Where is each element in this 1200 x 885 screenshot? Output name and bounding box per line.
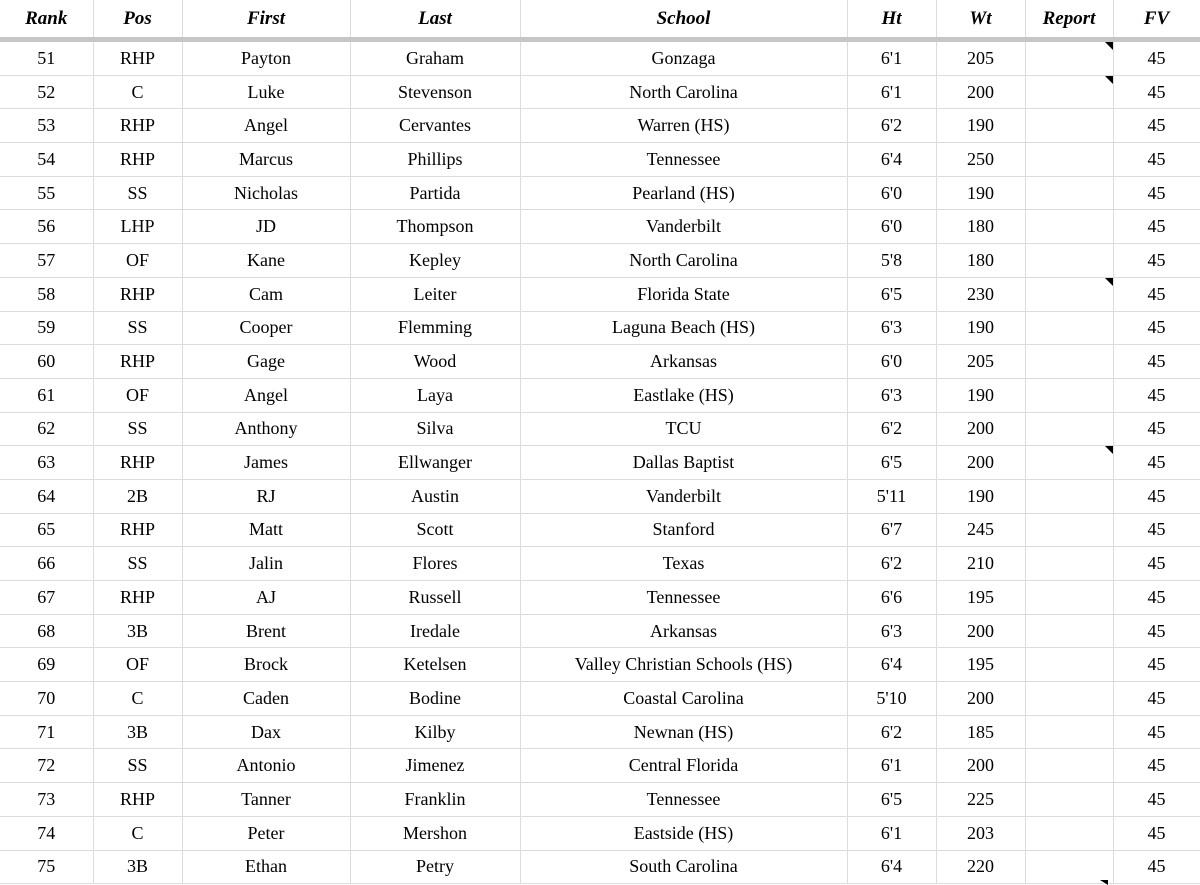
table-row[interactable] xyxy=(0,244,1200,278)
cell-school[interactable]: Laguna Beach (HS) xyxy=(520,311,847,345)
cell-first[interactable]: Tanner xyxy=(182,783,350,817)
cell-pos[interactable]: OF xyxy=(93,244,182,278)
table-row[interactable] xyxy=(0,378,1200,412)
cell-wt[interactable]: 200 xyxy=(936,749,1025,783)
cell-school[interactable]: Texas xyxy=(520,547,847,581)
cell-school[interactable]: TCU xyxy=(520,412,847,446)
cell-pos[interactable]: 3B xyxy=(93,715,182,749)
cell-last[interactable]: Leiter xyxy=(350,277,520,311)
table-row[interactable] xyxy=(0,749,1200,783)
cell-last[interactable]: Franklin xyxy=(350,783,520,817)
cell-wt[interactable]: 190 xyxy=(936,311,1025,345)
cell-pos[interactable]: C xyxy=(93,816,182,850)
cell-pos[interactable]: 3B xyxy=(93,850,182,884)
cell-first[interactable]: JD xyxy=(182,210,350,244)
cell-rank[interactable]: 66 xyxy=(0,547,93,581)
column-header-pos[interactable]: Pos xyxy=(93,0,182,40)
cell-fv[interactable]: 45 xyxy=(1113,581,1200,615)
cell-rank[interactable]: 72 xyxy=(0,749,93,783)
cell-first[interactable]: Angel xyxy=(182,378,350,412)
cell-wt[interactable]: 200 xyxy=(936,446,1025,480)
cell-last[interactable]: Partida xyxy=(350,176,520,210)
cell-pos[interactable]: RHP xyxy=(93,345,182,379)
cell-fv[interactable]: 45 xyxy=(1113,277,1200,311)
cell-first[interactable]: Gage xyxy=(182,345,350,379)
cell-ht[interactable]: 6'3 xyxy=(847,311,936,345)
cell-fv[interactable]: 45 xyxy=(1113,816,1200,850)
cell-school[interactable]: Newnan (HS) xyxy=(520,715,847,749)
cell-school[interactable]: Tennessee xyxy=(520,143,847,177)
cell-first[interactable]: Payton xyxy=(182,40,350,76)
cell-report[interactable] xyxy=(1025,210,1113,244)
cell-fv[interactable]: 45 xyxy=(1113,143,1200,177)
comment-indicator-icon[interactable] xyxy=(1105,278,1113,286)
cell-wt[interactable]: 225 xyxy=(936,783,1025,817)
cell-ht[interactable]: 6'1 xyxy=(847,75,936,109)
cell-rank[interactable]: 60 xyxy=(0,345,93,379)
cell-first[interactable]: Antonio xyxy=(182,749,350,783)
cell-report[interactable] xyxy=(1025,513,1113,547)
cell-pos[interactable]: RHP xyxy=(93,783,182,817)
cell-last[interactable]: Flores xyxy=(350,547,520,581)
table-row[interactable] xyxy=(0,715,1200,749)
cell-fv[interactable]: 45 xyxy=(1113,40,1200,76)
cell-wt[interactable]: 185 xyxy=(936,715,1025,749)
cell-last[interactable]: Flemming xyxy=(350,311,520,345)
cell-report[interactable] xyxy=(1025,412,1113,446)
cell-wt[interactable]: 190 xyxy=(936,109,1025,143)
cell-rank[interactable]: 73 xyxy=(0,783,93,817)
cell-fv[interactable]: 45 xyxy=(1113,378,1200,412)
cell-first[interactable]: Brock xyxy=(182,648,350,682)
cell-rank[interactable]: 57 xyxy=(0,244,93,278)
table-row[interactable] xyxy=(0,109,1200,143)
cell-rank[interactable]: 75 xyxy=(0,850,93,884)
cell-first[interactable]: Nicholas xyxy=(182,176,350,210)
cell-first[interactable]: RJ xyxy=(182,479,350,513)
cell-school[interactable]: Tennessee xyxy=(520,783,847,817)
cell-wt[interactable]: 190 xyxy=(936,479,1025,513)
cell-rank[interactable]: 63 xyxy=(0,446,93,480)
cell-rank[interactable]: 55 xyxy=(0,176,93,210)
cell-rank[interactable]: 62 xyxy=(0,412,93,446)
cell-school[interactable]: North Carolina xyxy=(520,244,847,278)
cell-fv[interactable]: 45 xyxy=(1113,109,1200,143)
cell-wt[interactable]: 205 xyxy=(936,40,1025,76)
cell-school[interactable]: Florida State xyxy=(520,277,847,311)
cell-rank[interactable]: 68 xyxy=(0,614,93,648)
table-row[interactable] xyxy=(0,850,1200,884)
cell-first[interactable]: Luke xyxy=(182,75,350,109)
cell-wt[interactable]: 205 xyxy=(936,345,1025,379)
cell-first[interactable]: Peter xyxy=(182,816,350,850)
cell-pos[interactable]: 3B xyxy=(93,614,182,648)
cell-wt[interactable]: 220 xyxy=(936,850,1025,884)
cell-report[interactable] xyxy=(1025,749,1113,783)
cell-ht[interactable]: 6'5 xyxy=(847,277,936,311)
cell-ht[interactable]: 5'10 xyxy=(847,682,936,716)
cell-first[interactable]: Angel xyxy=(182,109,350,143)
table-row[interactable] xyxy=(0,614,1200,648)
cell-report[interactable] xyxy=(1025,446,1113,480)
cell-fv[interactable]: 45 xyxy=(1113,412,1200,446)
cell-report[interactable] xyxy=(1025,715,1113,749)
cell-school[interactable]: Arkansas xyxy=(520,614,847,648)
cell-last[interactable]: Ketelsen xyxy=(350,648,520,682)
cell-last[interactable]: Kilby xyxy=(350,715,520,749)
cell-wt[interactable]: 203 xyxy=(936,816,1025,850)
cell-school[interactable]: Gonzaga xyxy=(520,40,847,76)
table-row[interactable] xyxy=(0,345,1200,379)
cell-rank[interactable]: 56 xyxy=(0,210,93,244)
column-header-report[interactable]: Report xyxy=(1025,0,1113,40)
cell-wt[interactable]: 245 xyxy=(936,513,1025,547)
cell-ht[interactable]: 5'8 xyxy=(847,244,936,278)
cell-fv[interactable]: 45 xyxy=(1113,311,1200,345)
cell-first[interactable]: Brent xyxy=(182,614,350,648)
cell-rank[interactable]: 51 xyxy=(0,40,93,76)
cell-rank[interactable]: 54 xyxy=(0,143,93,177)
cell-wt[interactable]: 180 xyxy=(936,210,1025,244)
cell-pos[interactable]: SS xyxy=(93,749,182,783)
cell-ht[interactable]: 6'1 xyxy=(847,40,936,76)
cell-fv[interactable]: 45 xyxy=(1113,75,1200,109)
cell-ht[interactable]: 6'2 xyxy=(847,715,936,749)
cell-school[interactable]: Eastlake (HS) xyxy=(520,378,847,412)
cell-wt[interactable]: 200 xyxy=(936,75,1025,109)
cell-rank[interactable]: 52 xyxy=(0,75,93,109)
cell-ht[interactable]: 6'0 xyxy=(847,210,936,244)
cell-pos[interactable]: RHP xyxy=(93,446,182,480)
cell-pos[interactable]: RHP xyxy=(93,277,182,311)
table-row[interactable] xyxy=(0,648,1200,682)
cell-ht[interactable]: 6'7 xyxy=(847,513,936,547)
comment-indicator-icon[interactable] xyxy=(1105,42,1113,50)
cell-first[interactable]: Anthony xyxy=(182,412,350,446)
table-row[interactable] xyxy=(0,143,1200,177)
table-row[interactable] xyxy=(0,446,1200,480)
cell-report[interactable] xyxy=(1025,547,1113,581)
cell-rank[interactable]: 69 xyxy=(0,648,93,682)
cell-report[interactable] xyxy=(1025,143,1113,177)
cell-wt[interactable]: 200 xyxy=(936,412,1025,446)
cell-rank[interactable]: 61 xyxy=(0,378,93,412)
cell-wt[interactable]: 210 xyxy=(936,547,1025,581)
cell-wt[interactable]: 195 xyxy=(936,581,1025,615)
cell-pos[interactable]: SS xyxy=(93,547,182,581)
table-row[interactable] xyxy=(0,75,1200,109)
cell-report[interactable] xyxy=(1025,40,1113,76)
cell-school[interactable]: Stanford xyxy=(520,513,847,547)
cell-rank[interactable]: 71 xyxy=(0,715,93,749)
cell-pos[interactable]: SS xyxy=(93,412,182,446)
cell-first[interactable]: Ethan xyxy=(182,850,350,884)
cell-last[interactable]: Stevenson xyxy=(350,75,520,109)
cell-ht[interactable]: 6'3 xyxy=(847,614,936,648)
cell-school[interactable]: Warren (HS) xyxy=(520,109,847,143)
column-header-ht[interactable]: Ht xyxy=(847,0,936,40)
cell-pos[interactable]: RHP xyxy=(93,143,182,177)
cell-report[interactable] xyxy=(1025,783,1113,817)
cell-first[interactable]: Caden xyxy=(182,682,350,716)
cell-fv[interactable]: 45 xyxy=(1113,345,1200,379)
header-row xyxy=(0,0,1200,40)
cell-rank[interactable]: 67 xyxy=(0,581,93,615)
cell-ht[interactable]: 6'3 xyxy=(847,378,936,412)
cell-rank[interactable]: 59 xyxy=(0,311,93,345)
cell-report[interactable] xyxy=(1025,244,1113,278)
cell-last[interactable]: Iredale xyxy=(350,614,520,648)
cell-first[interactable]: Matt xyxy=(182,513,350,547)
column-header-last[interactable]: Last xyxy=(350,0,520,40)
cell-wt[interactable]: 180 xyxy=(936,244,1025,278)
cell-last[interactable]: Phillips xyxy=(350,143,520,177)
column-header-rank[interactable]: Rank xyxy=(0,0,93,40)
table-row[interactable] xyxy=(0,581,1200,615)
table-row[interactable] xyxy=(0,682,1200,716)
cell-last[interactable]: Graham xyxy=(350,40,520,76)
cell-pos[interactable]: RHP xyxy=(93,40,182,76)
table-row[interactable] xyxy=(0,783,1200,817)
cell-ht[interactable]: 6'4 xyxy=(847,648,936,682)
cell-first[interactable]: Kane xyxy=(182,244,350,278)
cell-last[interactable]: Wood xyxy=(350,345,520,379)
cell-rank[interactable]: 65 xyxy=(0,513,93,547)
cell-last[interactable]: Laya xyxy=(350,378,520,412)
table-row[interactable] xyxy=(0,513,1200,547)
table-row[interactable] xyxy=(0,547,1200,581)
cell-wt[interactable]: 190 xyxy=(936,176,1025,210)
cell-pos[interactable]: 2B xyxy=(93,479,182,513)
cell-school[interactable]: Pearland (HS) xyxy=(520,176,847,210)
cell-report[interactable] xyxy=(1025,682,1113,716)
cell-school[interactable]: Arkansas xyxy=(520,345,847,379)
cell-rank[interactable]: 58 xyxy=(0,277,93,311)
cell-ht[interactable]: 6'2 xyxy=(847,547,936,581)
cell-report[interactable] xyxy=(1025,479,1113,513)
cell-ht[interactable]: 6'5 xyxy=(847,783,936,817)
cell-report[interactable] xyxy=(1025,345,1113,379)
cell-pos[interactable]: C xyxy=(93,75,182,109)
cell-pos[interactable]: OF xyxy=(93,378,182,412)
table-row[interactable] xyxy=(0,816,1200,850)
cell-fv[interactable]: 45 xyxy=(1113,479,1200,513)
cell-report[interactable] xyxy=(1025,277,1113,311)
comment-indicator-icon[interactable] xyxy=(1105,446,1113,454)
table-body xyxy=(0,40,1200,884)
cell-report[interactable] xyxy=(1025,176,1113,210)
cell-last[interactable]: Thompson xyxy=(350,210,520,244)
column-header-wt[interactable]: Wt xyxy=(936,0,1025,40)
cell-ht[interactable]: 6'2 xyxy=(847,109,936,143)
cell-school[interactable]: Vanderbilt xyxy=(520,479,847,513)
table-row[interactable] xyxy=(0,176,1200,210)
cell-ht[interactable]: 6'0 xyxy=(847,345,936,379)
table-row[interactable] xyxy=(0,277,1200,311)
cell-ht[interactable]: 5'11 xyxy=(847,479,936,513)
comment-indicator-icon xyxy=(1100,880,1108,885)
cell-ht[interactable]: 6'5 xyxy=(847,446,936,480)
cell-report[interactable] xyxy=(1025,75,1113,109)
cell-report[interactable] xyxy=(1025,109,1113,143)
cell-fv[interactable]: 45 xyxy=(1113,210,1200,244)
cell-wt[interactable]: 190 xyxy=(936,378,1025,412)
cell-pos[interactable]: OF xyxy=(93,648,182,682)
cell-school[interactable]: Dallas Baptist xyxy=(520,446,847,480)
cell-school[interactable]: South Carolina xyxy=(520,850,847,884)
cell-wt[interactable]: 230 xyxy=(936,277,1025,311)
cell-first[interactable]: Cooper xyxy=(182,311,350,345)
cell-ht[interactable]: 6'1 xyxy=(847,749,936,783)
table-row[interactable] xyxy=(0,40,1200,76)
cell-report[interactable] xyxy=(1025,614,1113,648)
column-header-school[interactable]: School xyxy=(520,0,847,40)
cell-fv[interactable]: 45 xyxy=(1113,783,1200,817)
cell-school[interactable]: Vanderbilt xyxy=(520,210,847,244)
table-row[interactable] xyxy=(0,210,1200,244)
cell-last[interactable]: Russell xyxy=(350,581,520,615)
cell-pos[interactable]: SS xyxy=(93,311,182,345)
cell-wt[interactable]: 200 xyxy=(936,614,1025,648)
cell-pos[interactable]: C xyxy=(93,682,182,716)
cell-last[interactable]: Silva xyxy=(350,412,520,446)
table-row[interactable] xyxy=(0,479,1200,513)
cell-rank[interactable]: 70 xyxy=(0,682,93,716)
column-header-first[interactable]: First xyxy=(182,0,350,40)
cell-last[interactable]: Scott xyxy=(350,513,520,547)
cell-report[interactable] xyxy=(1025,850,1113,884)
cell-school[interactable]: Coastal Carolina xyxy=(520,682,847,716)
cell-ht[interactable]: 6'1 xyxy=(847,816,936,850)
cell-fv[interactable]: 45 xyxy=(1113,715,1200,749)
column-header-fv[interactable]: FV xyxy=(1113,0,1200,40)
table-row[interactable] xyxy=(0,311,1200,345)
cell-ht[interactable]: 6'4 xyxy=(847,850,936,884)
cell-wt[interactable]: 250 xyxy=(936,143,1025,177)
cell-fv[interactable]: 45 xyxy=(1113,850,1200,884)
cell-pos[interactable]: RHP xyxy=(93,581,182,615)
cell-fv[interactable]: 45 xyxy=(1113,682,1200,716)
cell-first[interactable]: Jalin xyxy=(182,547,350,581)
cell-fv[interactable]: 45 xyxy=(1113,749,1200,783)
cell-school[interactable]: Central Florida xyxy=(520,749,847,783)
cell-last[interactable]: Austin xyxy=(350,479,520,513)
cell-fv[interactable]: 45 xyxy=(1113,547,1200,581)
cell-rank[interactable]: 74 xyxy=(0,816,93,850)
cell-last[interactable]: Ellwanger xyxy=(350,446,520,480)
cell-rank[interactable]: 53 xyxy=(0,109,93,143)
cell-first[interactable]: AJ xyxy=(182,581,350,615)
cell-fv[interactable]: 45 xyxy=(1113,176,1200,210)
cell-ht[interactable]: 6'6 xyxy=(847,581,936,615)
cell-report[interactable] xyxy=(1025,378,1113,412)
cell-last[interactable]: Petry xyxy=(350,850,520,884)
cell-report[interactable] xyxy=(1025,581,1113,615)
cell-report[interactable] xyxy=(1025,311,1113,345)
cell-pos[interactable]: RHP xyxy=(93,513,182,547)
cell-ht[interactable]: 6'2 xyxy=(847,412,936,446)
cell-report[interactable] xyxy=(1025,816,1113,850)
cell-pos[interactable]: LHP xyxy=(93,210,182,244)
cell-school[interactable]: Eastside (HS) xyxy=(520,816,847,850)
cell-fv[interactable]: 45 xyxy=(1113,614,1200,648)
cell-school[interactable]: Valley Christian Schools (HS) xyxy=(520,648,847,682)
cell-first[interactable]: James xyxy=(182,446,350,480)
cell-ht[interactable]: 6'0 xyxy=(847,176,936,210)
cell-rank[interactable]: 64 xyxy=(0,479,93,513)
cell-last[interactable]: Jimenez xyxy=(350,749,520,783)
cell-school[interactable]: Tennessee xyxy=(520,581,847,615)
comment-indicator-icon[interactable] xyxy=(1105,76,1113,84)
cell-fv[interactable]: 45 xyxy=(1113,648,1200,682)
cell-wt[interactable]: 195 xyxy=(936,648,1025,682)
cell-pos[interactable]: SS xyxy=(93,176,182,210)
cell-pos[interactable]: RHP xyxy=(93,109,182,143)
cell-wt[interactable]: 200 xyxy=(936,682,1025,716)
cell-fv[interactable]: 45 xyxy=(1113,513,1200,547)
cell-first[interactable]: Marcus xyxy=(182,143,350,177)
cell-fv[interactable]: 45 xyxy=(1113,244,1200,278)
cell-first[interactable]: Dax xyxy=(182,715,350,749)
cell-ht[interactable]: 6'4 xyxy=(847,143,936,177)
cell-first[interactable]: Cam xyxy=(182,277,350,311)
cell-last[interactable]: Kepley xyxy=(350,244,520,278)
cell-fv[interactable]: 45 xyxy=(1113,446,1200,480)
cell-school[interactable]: North Carolina xyxy=(520,75,847,109)
table-row[interactable] xyxy=(0,412,1200,446)
cell-last[interactable]: Cervantes xyxy=(350,109,520,143)
cell-last[interactable]: Bodine xyxy=(350,682,520,716)
cell-report[interactable] xyxy=(1025,648,1113,682)
cell-last[interactable]: Mershon xyxy=(350,816,520,850)
